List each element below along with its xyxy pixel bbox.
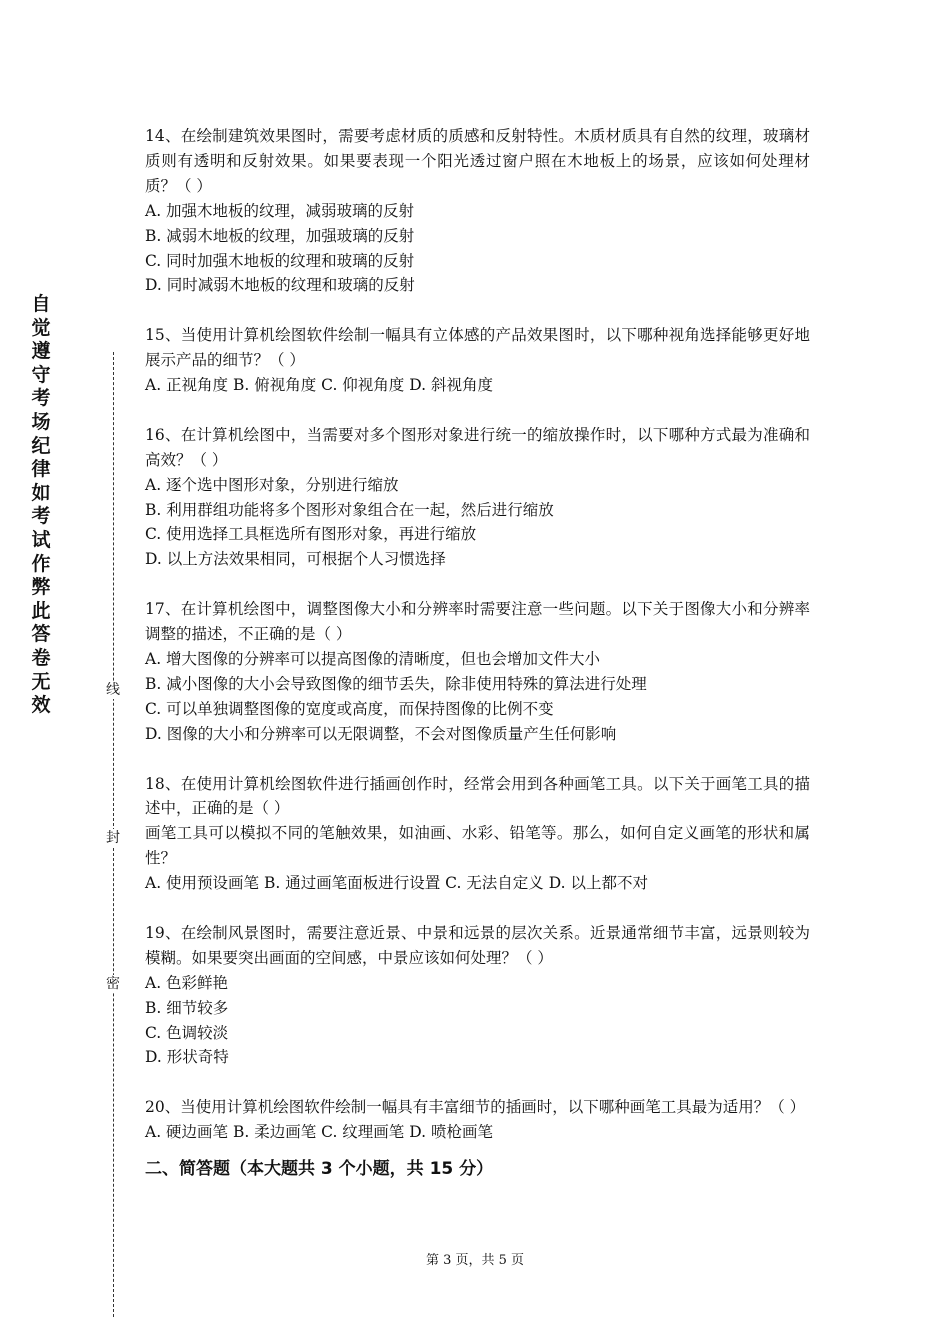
- option-row: A. 硬边画笔 B. 柔边画笔 C. 纹理画笔 D. 喷枪画笔: [145, 1123, 493, 1142]
- question-stem: 20、当使用计算机绘图软件绘制一幅具有丰富细节的插画时，以下哪种画笔工具最为适用？（ ）: [145, 1098, 806, 1117]
- question-15: [145, 323, 810, 398]
- question-stem: 17、在计算机绘图中，调整图像大小和分辨率时需要注意一些问题。以下关于图像大小和分辨率调整的描述，不正确的是（ ）: [145, 600, 810, 644]
- question-19: [145, 921, 810, 1070]
- option: B. 细节较多: [145, 998, 229, 1017]
- option: C. 使用选择工具框选所有图形对象，再进行缩放: [145, 525, 477, 544]
- side-notice: 自觉遵守考场纪律如考试作弊此答卷无效: [31, 293, 51, 717]
- question-16: [145, 423, 810, 572]
- option: A. 加强木地板的纹理，减弱玻璃的反射: [145, 201, 415, 220]
- question-stem: 15、当使用计算机绘图软件绘制一幅具有立体感的产品效果图时，以下哪种视角选择能够更好地展示产品的细节？（ ）: [145, 326, 810, 370]
- option: A. 增大图像的分辨率可以提高图像的清晰度，但也会增加文件大小: [145, 649, 601, 668]
- option: C. 可以单独调整图像的宽度或高度，而保持图像的比例不变: [145, 699, 554, 718]
- page-footer: 第 3 页，共 5 页: [425, 1253, 525, 1268]
- question-list: [145, 124, 810, 1181]
- question-stem: 16、在计算机绘图中，当需要对多个图形对象进行统一的缩放操作时，以下哪种方式最为准确和高效？（ ）: [145, 425, 810, 469]
- option: C. 色调较淡: [145, 1023, 229, 1042]
- option: D. 图像的大小和分辨率可以无限调整，不会对图像质量产生任何影响: [145, 724, 617, 743]
- option: D. 以上方法效果相同，可根据个人习惯选择: [145, 550, 446, 569]
- option: A. 逐个选中图形对象，分别进行缩放: [145, 475, 399, 494]
- question-stem: 18、在使用计算机绘图软件进行插画创作时，经常会用到各种画笔工具。以下关于画笔工具的描述中，正确的是（ ）: [145, 774, 810, 818]
- option: C. 同时加强木地板的纹理和玻璃的反射: [145, 251, 415, 270]
- binding-label-line: 线: [106, 682, 120, 698]
- option: B. 利用群组功能将多个图形对象组合在一起，然后进行缩放: [145, 500, 554, 519]
- option: D. 形状奇特: [145, 1048, 229, 1067]
- question-stem: 14、在绘制建筑效果图时，需要考虑材质的质感和反射特性。木质材质具有自然的纹理，玻璃材质则有透明和反射效果。如果要表现一个阳光透过窗户照在木地板上的场景，应该如何处理材质？（ ）: [145, 127, 810, 195]
- question-18: [145, 772, 810, 897]
- binding-label-secret: 密: [106, 976, 120, 992]
- question-17: [145, 597, 810, 746]
- option: B. 减小图像的大小会导致图像的细节丢失，除非使用特殊的算法进行处理: [145, 674, 647, 693]
- option: B. 减弱木地板的纹理，加强玻璃的反射: [145, 226, 415, 245]
- question-stem: 19、在绘制风景图时，需要注意近景、中景和远景的层次关系。近景通常细节丰富，远景则较为模糊。如果要突出画面的空间感，中景应该如何处理？（ ）: [145, 923, 810, 967]
- option: D. 同时减弱木地板的纹理和玻璃的反射: [145, 276, 415, 295]
- option-row: A. 正视角度 B. 俯视角度 C. 仰视角度 D. 斜视角度: [145, 376, 493, 395]
- question-stem-extra: 画笔工具可以模拟不同的笔触效果，如油画、水彩、铅笔等。那么，如何自定义画笔的形状和属性？: [145, 824, 810, 868]
- section-title: 二、简答题（本大题共 3 个小题，共 15 分）: [145, 1159, 494, 1180]
- question-14: [145, 124, 810, 298]
- option-row: A. 使用预设画笔 B. 通过画笔面板进行设置 C. 无法自定义 D. 以上都不对: [145, 874, 648, 893]
- binding-label-seal: 封: [106, 830, 120, 846]
- question-20: [145, 1095, 810, 1145]
- option: A. 色彩鲜艳: [145, 973, 229, 992]
